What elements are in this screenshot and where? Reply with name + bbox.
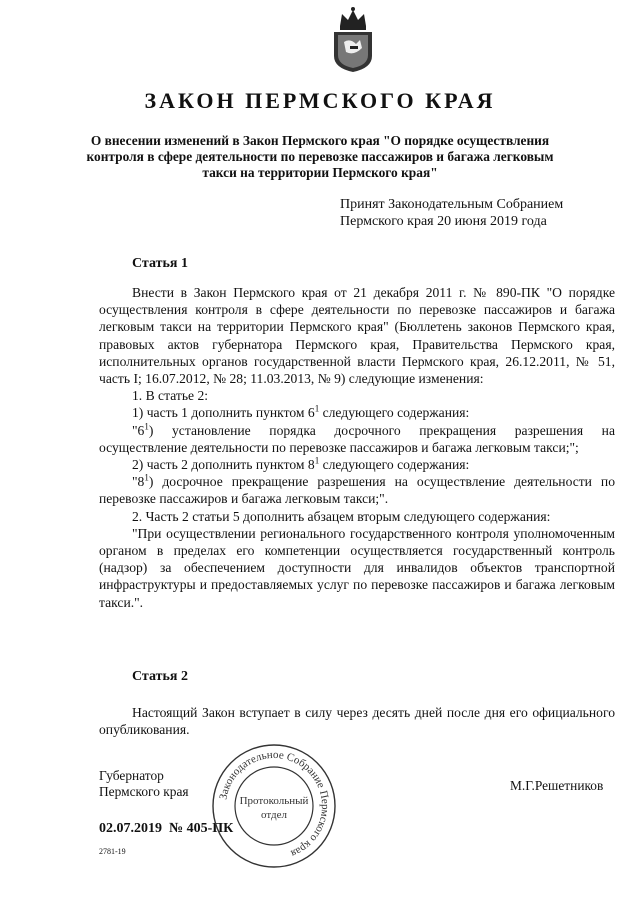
stamp-ring-text: Законодательное Собрание Пермского края (217, 748, 332, 860)
article-1-item-1: 1. В статье 2: (132, 388, 209, 404)
article-1-quote-2: "$8^1$) досрочное прекращение разрешения на осуществление деятельности по перевозке пассажиров и багажа легковым такси;". (99, 472, 615, 507)
law-date: 02.07.2019 (99, 821, 162, 836)
governor-line-1: Губернатор (99, 768, 164, 783)
article-1-body (99, 284, 615, 611)
adoption-note (340, 196, 563, 230)
stamp-inner-line-1: Протокольный (239, 795, 309, 807)
document-subtitle: О внесении изменений в Закон Пермского края "О порядке осуществления контроля в сфере деятельности по перевозке пассажиров и багажа легковым такси на территории Пермского края" (86, 133, 554, 180)
article-1-sub-2: 2) часть 2 дополнить пунктом $8^1$ следующего содержания: (132, 455, 470, 473)
coat-of-arms-icon (326, 4, 380, 74)
article-1-quote-3: "При осуществлении регионального государственного контроля уполномоченным органом в пределах его компетенции осуществляется государственный контроль (надзор) за обеспечением доступности для инвалидов объектов транспортной инфраструктуры и предоставляемых услуг по перевозке пассажиров и багажа легковым такси.". (99, 525, 615, 610)
adoption-line-1: Принят Законодательным Собранием (340, 197, 564, 212)
official-stamp (210, 742, 338, 870)
stamp-inner-line-2: отдел (261, 809, 287, 821)
governor-name: М.Г.Решетников (510, 778, 604, 793)
law-number: № 405-ПК (169, 821, 234, 836)
article-1-item-2: 2. Часть 2 статьи 5 дополнить абзацем вторым следующего содержания: (132, 508, 551, 524)
article-2-text: Настоящий Закон вступает в силу через десять дней после дня его официального опубликования. (99, 705, 615, 738)
article-1-heading: Статья 1 (132, 256, 188, 271)
document-title: ЗАКОН ПЕРМСКОГО КРАЯ (144, 88, 496, 113)
governor-line-2: Пермского края (99, 784, 189, 799)
article-1-quote-1: "$6^1$) установление порядка досрочного прекращения разрешения на осуществление деятельности по перевозке пассажиров и багажа легковым такси;"; (99, 421, 615, 455)
article-2-body (99, 704, 615, 738)
article-1-sub-1: 1) часть 1 дополнить пунктом $6^1$ следующего содержания: (132, 403, 470, 421)
adoption-line-2: Пермского края 20 июня 2019 года (340, 214, 547, 229)
article-1-intro: Внести в Закон Пермского края от 21 декабря 2011 г. № 890-ПК "О порядке осуществления контроля в сфере деятельности по перевозке пассажиров и багажа легковым такси на территории Пермского края" (Бюллетень законов Пермского края, правовых актов губернатора Пермского края, Правительства Пермского края, исполнительных органов государственной власти Пермского края, 26.12.2011, № 51, часть I; 16.07.2012, № 28; 11.03.2013, № 9) следующие изменения: (99, 285, 615, 387)
governor-title (99, 768, 189, 800)
article-2-heading: Статья 2 (132, 669, 188, 684)
registration-number: 2781-19 (99, 847, 126, 856)
